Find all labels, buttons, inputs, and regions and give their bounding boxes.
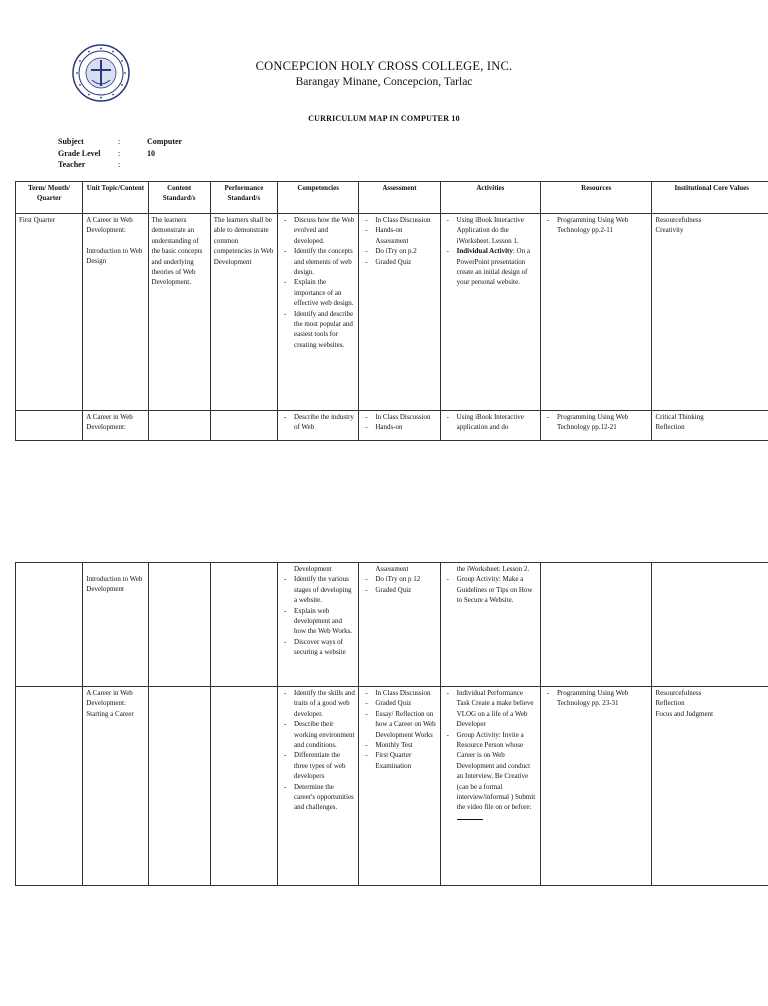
unit-cell	[83, 214, 148, 411]
assessment-cell	[359, 687, 440, 886]
activities-cell	[440, 563, 540, 687]
col-header-competencies: Competencies	[278, 182, 359, 214]
col-header-content-standard: Content Standard/s	[148, 182, 210, 214]
assessment-item: - In Class Discussion	[362, 688, 436, 698]
assessment-item: - Hands-on	[362, 422, 436, 432]
unit-topic: Introduction to Web Development	[86, 575, 143, 594]
competency-item: - Differentiate the three types of web developers	[281, 750, 355, 781]
unit-topic: A Career in Web Development:	[86, 216, 133, 235]
curriculum-table-page-2	[15, 562, 768, 886]
assessment-continued: Assessment	[375, 565, 409, 573]
competency-continued: Development	[294, 565, 332, 573]
curriculum-table-page-1	[15, 181, 768, 441]
meta-teacher	[58, 159, 182, 171]
content-standard-cell: The learners demonstrate an understanding of the basic concepts and underlying theories of Web Development.	[148, 214, 210, 411]
meta-label: Teacher	[58, 160, 86, 169]
col-header-performance-standard: Performance Standard/s	[210, 182, 277, 214]
due-date-blank	[457, 813, 483, 820]
resources-cell	[541, 214, 652, 411]
activities-cell	[440, 687, 540, 886]
activity-text: Group Activity: Invite a Resource Person whose Career is on Web Development and conduct an Interview. Be Creative (can be a formal interview/informal ) Submit the video file on or before:	[456, 730, 536, 812]
core-value: Resourcefulness	[655, 216, 702, 224]
competency-item: - Discuss how the Web evolved and developed.	[281, 215, 355, 246]
competency-item: - Determine the career's opportunities and challenges.	[281, 782, 355, 813]
activity-text: : On a PowerPoint presentation create an initial design of your personal website.	[456, 247, 530, 287]
competency-item: - Describe their working environment and conditions.	[281, 719, 355, 750]
term-cell	[16, 563, 83, 687]
meta-colon: :	[118, 148, 121, 158]
term-cell	[16, 687, 83, 886]
core-value: Creativity	[655, 226, 684, 235]
content-standard-cell	[148, 411, 210, 441]
assessment-item: - First Quarter Examination	[362, 750, 436, 771]
unit-topic: Starting a Career	[86, 709, 134, 718]
col-header-core-values: Institutional Core Values	[652, 182, 768, 214]
activity-label: Individual Activity	[456, 247, 513, 256]
meta-grade-level	[58, 148, 182, 160]
col-header-assessment: Assessment	[359, 182, 440, 214]
school-name: CONCEPCION HOLY CROSS COLLEGE, INC.	[255, 59, 513, 73]
meta-colon: :	[118, 160, 121, 169]
performance-standard-cell	[210, 411, 277, 441]
performance-standard-cell	[210, 563, 277, 687]
unit-topic: A Career in Web Development:	[86, 689, 133, 708]
meta-label: Subject	[58, 137, 84, 146]
assessment-item: - Do iTry on p 12	[362, 574, 436, 584]
col-header-resources: Resources	[541, 182, 652, 214]
assessment-cell	[359, 563, 440, 687]
table-row	[16, 214, 768, 411]
activity-item: - Group Activity: Make a Guidelines or Tips on How to Secure a Website.	[444, 574, 537, 605]
activities-cell	[440, 214, 540, 411]
activity-item: - Using iBook Interactive Application do the iWorksheet. Lesson 1.	[444, 215, 537, 246]
document-meta	[58, 136, 182, 171]
core-values-cell	[652, 214, 768, 411]
activity-item	[444, 730, 537, 824]
col-header-activities: Activities	[440, 182, 540, 214]
competencies-cell	[278, 214, 359, 411]
competency-item: - Identify the various stages of developing a website.	[281, 574, 355, 605]
term-cell: First Quarter	[16, 214, 83, 411]
core-value: Critical Thinking	[655, 413, 704, 421]
meta-value: Computer	[147, 137, 183, 146]
competency-item: - Explain web development and how the Web Works.	[281, 606, 355, 637]
assessment-item: - Graded Quiz	[362, 585, 436, 595]
core-values-cell	[652, 687, 768, 886]
activity-item	[444, 246, 537, 288]
competency-item: - Identify and describe the most popular and easiest tools for creating websites.	[281, 309, 355, 351]
content-standard-cell	[148, 563, 210, 687]
assessment-item: - Essay/ Reflection on how a Career on Web Development Works	[362, 709, 436, 740]
competency-item: - Identify the skills and traits of a good web developer.	[281, 688, 355, 719]
unit-cell	[83, 563, 148, 687]
document-title: CURRICULUM MAP IN COMPUTER 10	[308, 114, 460, 123]
assessment-cell	[359, 214, 440, 411]
core-value: Resourcefulness	[655, 689, 702, 697]
activity-item: - Using iBook Interactive application and do	[444, 412, 537, 433]
term-cell	[16, 411, 83, 441]
assessment-cell	[359, 411, 440, 441]
core-values-cell	[652, 563, 768, 687]
competency-item: - Describe the industry of Web	[281, 412, 355, 433]
unit-topic: Introduction to Web Design	[86, 246, 143, 266]
resource-item: - Programming Using Web Technology pp. 23-31	[544, 688, 648, 709]
meta-colon: :	[118, 137, 121, 146]
competencies-cell	[278, 687, 359, 886]
meta-value: 10	[147, 148, 155, 158]
resource-item: - Programming Using Web Technology pp.12-21	[544, 412, 648, 433]
meta-subject	[58, 136, 182, 148]
table-row	[16, 687, 768, 886]
col-header-unit: Unit Topic/Content	[83, 182, 148, 214]
competencies-cell	[278, 563, 359, 687]
competency-item: - Identify the concepts and elements of web design.	[281, 246, 355, 277]
resources-cell	[541, 563, 652, 687]
content-standard-cell	[148, 687, 210, 886]
assessment-item: - In Class Discussion	[362, 215, 436, 225]
performance-standard-cell: The learners shall be able to demonstrate common competencies in Web Development	[210, 214, 277, 411]
activity-item: - Individual Performance Task Create a make believe VLOG on a life of a Web Developer	[444, 688, 537, 730]
assessment-item: - In Class Discussion	[362, 412, 436, 422]
core-values-cell	[652, 411, 768, 441]
core-value: Focus and Judgment	[655, 709, 714, 718]
competency-item: - Discover ways of securing a website	[281, 637, 355, 658]
resources-cell	[541, 687, 652, 886]
resource-item: - Programming Using Web Technology pp.2-11	[544, 215, 648, 236]
assessment-item: - Hands-on Assessment	[362, 225, 436, 246]
assessment-item: - Monthly Test	[362, 740, 436, 750]
meta-label: Grade Level	[58, 148, 101, 158]
table-header-row	[16, 182, 768, 214]
core-value: Reflection	[655, 423, 685, 432]
performance-standard-cell	[210, 687, 277, 886]
resources-cell	[541, 411, 652, 441]
assessment-item: - Graded Quiz	[362, 257, 436, 267]
school-address: Barangay Minane, Concepcion, Tarlac	[295, 76, 473, 88]
table-row	[16, 563, 768, 687]
unit-cell: A Career in Web Development:	[83, 411, 148, 441]
activities-cell	[440, 411, 540, 441]
activity-continued: the iWorksheet: Lesson 2.	[456, 565, 530, 573]
assessment-item: - Graded Quiz	[362, 698, 436, 708]
competencies-cell	[278, 411, 359, 441]
assessment-item: - Do iTry on p.2	[362, 246, 436, 256]
table-row	[16, 411, 768, 441]
unit-cell	[83, 687, 148, 886]
col-header-term: Term/ Month/ Quarter	[16, 182, 83, 214]
competency-item: - Explain the importance of an effective web design.	[281, 277, 355, 308]
core-value: Reflection	[655, 699, 685, 708]
